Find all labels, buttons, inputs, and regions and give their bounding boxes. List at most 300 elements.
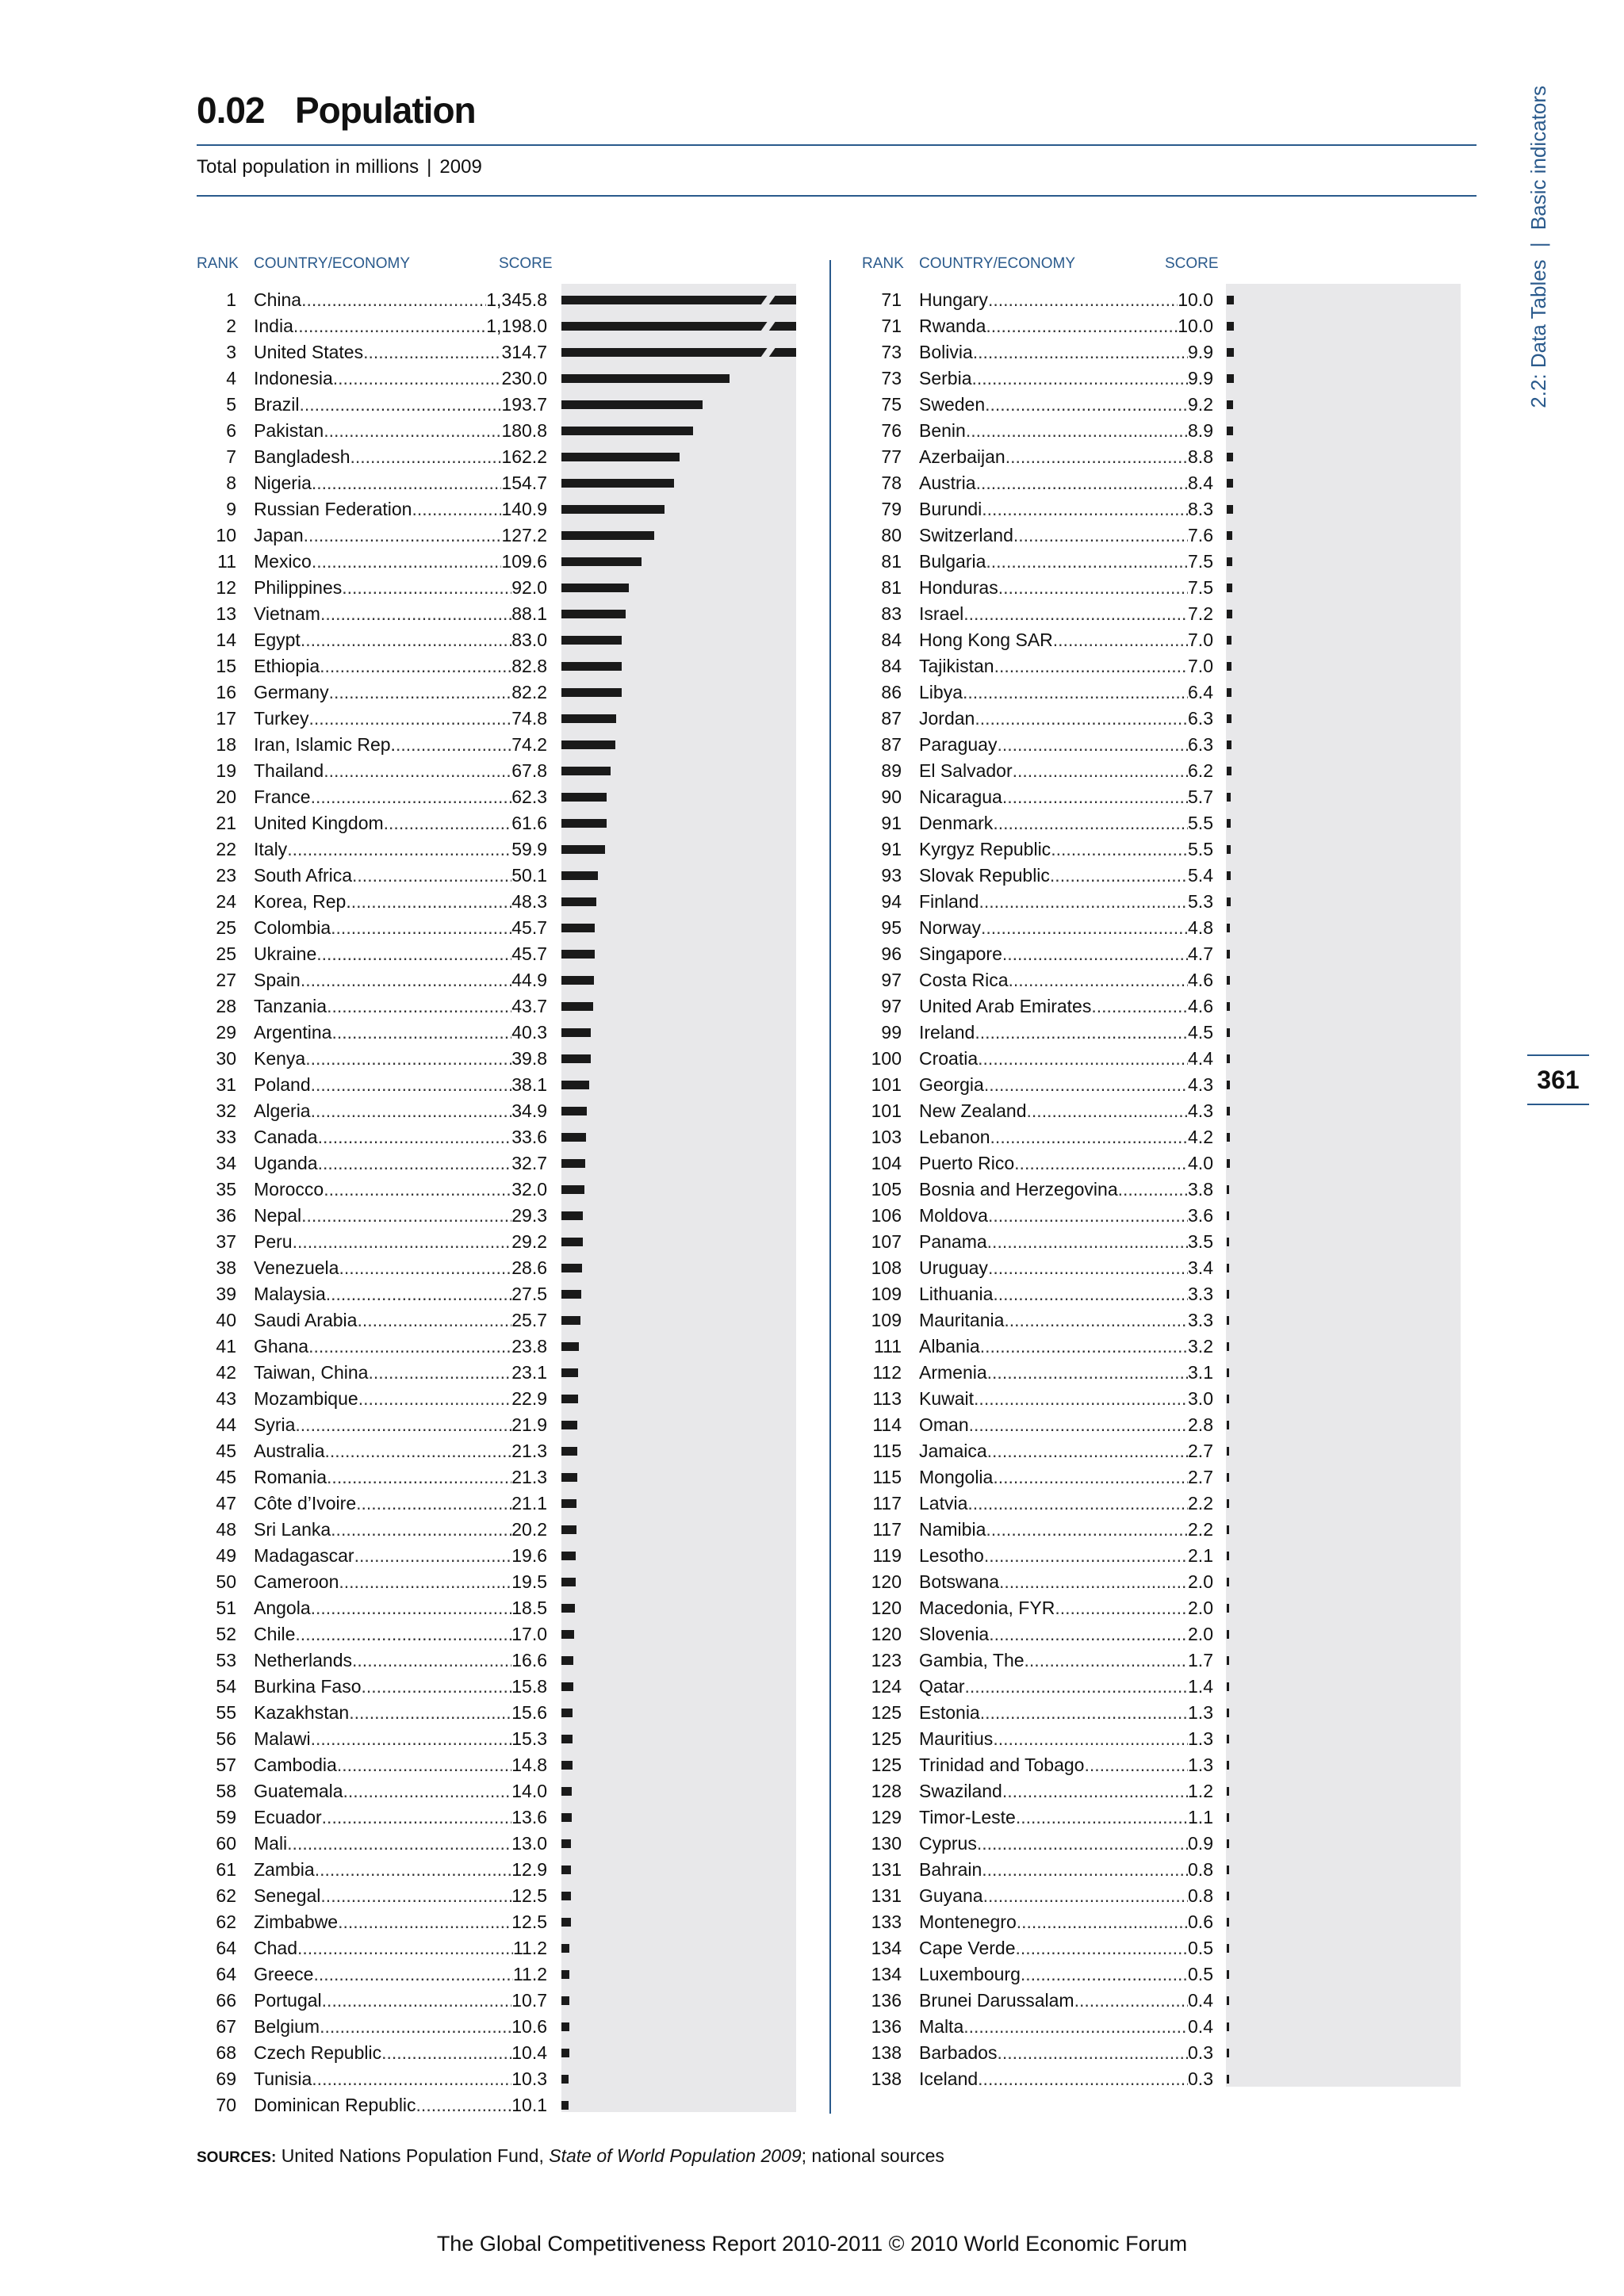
leader-dots [312,470,502,496]
leader-dots [308,706,511,732]
country-score [919,1464,1213,1490]
score-cell: 5.4 [1188,865,1213,886]
leader-dots [305,1046,511,1072]
country-score [919,2066,1213,2092]
score-cell: 38.1 [511,1074,547,1095]
rank-cell: 117 [872,1519,902,1540]
country-cell: Saudi Arabia [254,1310,358,1330]
score-cell: 2.0 [1188,1571,1213,1592]
page-number-top-rule [1527,1054,1589,1056]
rank-cell: 28 [216,996,236,1016]
country-score [919,1150,1213,1177]
country-cell: Pakistan [254,420,324,441]
rank-cell: 109 [871,1310,902,1330]
title-rule [197,144,1477,146]
score-bar [561,845,605,854]
country-score [919,836,1213,863]
rank-cell: 117 [872,1493,902,1513]
leader-dots [320,653,511,679]
leader-dots [349,1700,511,1726]
rank-cell: 80 [881,525,902,545]
country-cell: Benin [919,420,966,441]
score-cell: 9.9 [1188,368,1213,388]
leader-dots [977,1831,1188,1857]
subtitle-measure: Total population in millions [197,156,419,178]
score-cell: 4.0 [1188,1153,1213,1173]
country-cell: Czech Republic [254,2042,382,2063]
score-bar [1227,2049,1229,2057]
score-cell: 45.7 [511,943,547,964]
country-score [254,339,547,365]
score-cell: 1.3 [1188,1728,1213,1749]
rank-cell: 124 [871,1676,902,1697]
leader-dots [301,287,486,313]
rank-cell: 45 [216,1441,236,1461]
country-cell: Botswana [919,1571,1000,1592]
rank-cell: 10 [216,525,236,545]
country-cell: Denmark [919,813,994,833]
country-cell: Brazil [254,394,300,415]
rank-cell: 125 [871,1702,902,1723]
rank-cell: 19 [216,760,236,781]
country-cell: Kazakhstan [254,1702,350,1723]
country-cell: Mongolia [919,1467,994,1487]
country-cell: Japan [254,525,304,545]
country-score [254,1464,547,1490]
country-cell: Tunisia [254,2068,312,2089]
score-cell: 7.2 [1188,603,1213,624]
section-tab-label [1526,86,1551,434]
score-cell: 230.0 [501,368,547,388]
rank-cell: 93 [881,865,902,886]
score-bar [1227,897,1231,906]
country-cell: Namibia [919,1519,986,1540]
rank-cell: 57 [216,1755,236,1775]
score-bar [1227,505,1233,514]
rank-cell: 87 [881,708,902,729]
rank-cell: 61 [216,1859,236,1880]
rank-cell: 3 [226,342,236,362]
country-score [254,575,547,601]
rank-cell: 94 [881,891,902,912]
country-score [919,1778,1213,1804]
score-cell: 13.0 [511,1833,547,1854]
country-score [919,1020,1213,1046]
score-bar [561,1787,572,1796]
score-bar [1227,1290,1229,1299]
score-cell: 2.0 [1188,1598,1213,1618]
score-bar [1227,1813,1229,1822]
country-score [919,784,1213,810]
score-bar [561,1892,571,1900]
score-cell: 2.0 [1188,1624,1213,1644]
score-bar [561,1107,587,1115]
rank-cell: 30 [216,1048,236,1069]
score-cell: 0.3 [1188,2042,1213,2063]
country-score [254,810,547,836]
score-bar [561,1970,569,1979]
score-cell: 4.7 [1188,943,1213,964]
leader-dots [384,810,512,836]
score-bar [561,1525,576,1534]
score-cell: 83.0 [511,629,547,650]
score-cell: 21.1 [511,1493,547,1513]
country-score [919,1072,1213,1098]
score-bar [561,1368,578,1377]
score-bar [561,1211,583,1220]
rank-cell: 40 [216,1310,236,1330]
score-cell: 33.6 [511,1127,547,1147]
country-score [254,1988,547,2014]
country-cell: Mauritania [919,1310,1005,1330]
score-cell: 4.8 [1188,917,1213,938]
country-score [919,941,1213,967]
score-bar [1227,296,1234,304]
section-separator: | [1526,242,1550,248]
leader-dots [967,1490,1188,1517]
score-cell: 14.0 [511,1781,547,1801]
country-score [919,1726,1213,1752]
country-score [254,1386,547,1412]
score-cell: 21.3 [511,1441,547,1461]
country-score [254,1752,547,1778]
score-cell: 21.9 [511,1414,547,1435]
country-cell: Oman [919,1414,969,1435]
country-cell: Cameroon [254,1571,339,1592]
leader-dots [295,1621,511,1647]
score-bar [561,1761,573,1770]
country-cell: Romania [254,1467,327,1487]
score-bar [1227,1264,1229,1272]
country-score [919,287,1213,313]
country-cell: Gambia, The [919,1650,1025,1670]
page-footer: The Global Competitiveness Report 2010-2011 © 2010 World Economic Forum [436,2232,1188,2256]
rank-cell: 36 [216,1205,236,1226]
score-bar [1227,1682,1229,1691]
rank-cell: 138 [871,2042,902,2063]
country-cell: Malta [919,2016,964,2037]
leader-dots [1017,1909,1188,1935]
score-cell: 15.3 [511,1728,547,1749]
leader-dots [337,1752,511,1778]
score-bar [561,2049,569,2057]
score-bar [561,1552,576,1560]
rank-cell: 81 [881,577,902,598]
score-bar [561,1656,573,1665]
subtitle-separator: | [427,156,432,178]
score-bar [561,1447,577,1456]
country-score [919,653,1213,679]
country-cell: Burundi [919,499,982,519]
score-bar [561,1395,578,1403]
leader-dots [997,732,1188,758]
rank-cell: 97 [881,970,902,990]
country-score [919,1831,1213,1857]
leader-dots [980,1700,1188,1726]
leader-dots [963,601,1188,627]
leader-dots [350,444,502,470]
rank-cell: 120 [871,1624,902,1644]
leader-dots [358,1386,512,1412]
country-score [919,496,1213,522]
country-cell: Slovak Republic [919,865,1050,886]
score-cell: 92.0 [511,577,547,598]
country-cell: Bangladesh [254,446,350,467]
country-cell: Guyana [919,1885,983,1906]
leader-dots [331,1517,511,1543]
country-score [919,1935,1213,1961]
sources-text: United Nations Population Fund, [281,2145,544,2166]
country-cell: United Arab Emirates [919,996,1092,1016]
rank-cell: 45 [216,1467,236,1487]
table-number: 0.02 [197,90,265,131]
score-bar [561,1918,571,1927]
country-score [919,601,1213,627]
score-bar [561,1159,585,1168]
score-cell: 82.2 [511,682,547,702]
rank-cell: 66 [216,1990,236,2011]
country-cell: Bolivia [919,342,973,362]
leader-dots [986,1517,1188,1543]
score-cell: 9.9 [1188,342,1213,362]
country-score [919,1543,1213,1569]
score-cell: 62.3 [511,786,547,807]
leader-dots [311,784,512,810]
leader-dots [368,1360,511,1386]
leader-dots [304,522,502,549]
leader-dots [320,601,511,627]
country-score [254,1150,547,1177]
score-bar [1227,453,1233,461]
rank-cell: 62 [216,1911,236,1932]
score-bar [561,1028,591,1037]
score-cell: 2.2 [1188,1519,1213,1540]
country-score [254,2092,547,2118]
country-cell: Hungary [919,289,988,310]
score-cell: 3.2 [1188,1336,1213,1357]
rank-cell: 54 [216,1676,236,1697]
country-score [919,758,1213,784]
country-score [919,2040,1213,2066]
score-cell: 1.3 [1188,1702,1213,1723]
country-cell: Costa Rica [919,970,1009,990]
score-cell: 4.3 [1188,1100,1213,1121]
rank-cell: 131 [871,1885,902,1906]
score-cell: 2.1 [1188,1545,1213,1566]
country-score [254,1098,547,1124]
leader-dots [320,2014,511,2040]
score-bar [1227,1996,1229,2005]
country-score [919,522,1213,549]
score-bar [561,531,654,540]
score-cell: 193.7 [501,394,547,415]
country-score [919,1700,1213,1726]
score-cell: 3.0 [1188,1388,1213,1409]
score-bar [561,897,596,906]
country-score [919,1307,1213,1334]
rank-cell: 95 [881,917,902,938]
rank-cell: 38 [216,1257,236,1278]
country-cell: Malawi [254,1728,311,1749]
score-bar [1227,1211,1229,1220]
country-cell: Philippines [254,577,343,598]
score-bar [561,793,607,802]
country-score [919,1046,1213,1072]
rank-cell: 23 [216,865,236,886]
country-score [254,1621,547,1647]
score-cell: 0.5 [1188,1964,1213,1984]
leader-dots [1050,863,1188,889]
score-bar [1227,871,1231,880]
country-score [919,392,1213,418]
country-cell: Puerto Rico [919,1153,1015,1173]
leader-dots [322,1988,512,2014]
country-cell: Uruguay [919,1257,988,1278]
leader-dots [973,339,1188,365]
score-cell: 11.2 [512,1964,547,1984]
score-cell: 20.2 [511,1519,547,1540]
score-bar [1227,1107,1230,1115]
score-cell: 19.6 [511,1545,547,1566]
country-score [254,1334,547,1360]
rank-cell: 136 [871,1990,902,2011]
rank-cell: 58 [216,1781,236,1801]
score-cell: 0.8 [1188,1885,1213,1906]
country-score [254,1647,547,1674]
score-bar [561,1133,586,1142]
score-bar [1227,1368,1229,1377]
rank-cell: 64 [216,1964,236,1984]
country-cell: Latvia [919,1493,968,1513]
country-cell: Spain [254,970,301,990]
rank-cell: 20 [216,786,236,807]
rank-cell: 108 [871,1257,902,1278]
score-bar [1227,610,1232,618]
score-cell: 10.3 [511,2068,547,2089]
country-score [919,339,1213,365]
score-cell: 0.8 [1188,1859,1213,1880]
country-score [254,1569,547,1595]
score-cell: 0.3 [1188,2068,1213,2089]
country-cell: El Salvador [919,760,1013,781]
rank-cell: 25 [216,917,236,938]
score-cell: 162.2 [501,446,547,467]
rank-cell: 109 [871,1284,902,1304]
score-cell: 29.2 [511,1231,547,1252]
score-cell: 15.6 [511,1702,547,1723]
score-bar [1227,688,1231,697]
rank-cell: 120 [871,1571,902,1592]
score-cell: 11.2 [512,1938,547,1958]
country-cell: Germany [254,682,329,702]
country-cell: Bosnia and Herzegovina [919,1179,1118,1200]
score-cell: 22.9 [511,1388,547,1409]
rank-cell: 91 [881,839,902,859]
page-number-bottom-rule [1527,1104,1589,1105]
score-cell: 3.3 [1188,1284,1213,1304]
score-cell: 0.5 [1188,1938,1213,1958]
leader-dots [327,993,511,1020]
section-topic: Basic indicators [1526,86,1550,231]
table-title: Population [295,90,476,131]
rank-cell: 104 [871,1153,902,1173]
rank-cell: 8 [226,473,236,493]
country-cell: Panama [919,1231,987,1252]
country-score [254,1517,547,1543]
score-bar [561,1238,583,1246]
score-cell: 9.2 [1188,394,1213,415]
country-score [254,941,547,967]
country-cell: Slovenia [919,1624,990,1644]
country-score [254,1229,547,1255]
score-bar [1227,1316,1229,1325]
score-bar [1227,636,1231,645]
country-cell: Dominican Republic [254,2095,416,2115]
country-score [254,549,547,575]
leader-dots [978,2066,1188,2092]
leader-dots [994,653,1188,679]
score-cell: 7.0 [1188,656,1213,676]
rank-cell: 90 [881,786,902,807]
leader-dots [966,418,1188,444]
rank-cell: 55 [216,1702,236,1723]
leader-dots [331,915,511,941]
country-score [919,444,1213,470]
rank-cell: 52 [216,1624,236,1644]
leader-dots [301,1203,511,1229]
score-bar [1227,1604,1229,1613]
rank-cell: 62 [216,1885,236,1906]
rank-cell: 84 [881,629,902,650]
score-cell: 74.8 [511,708,547,729]
country-score [919,1438,1213,1464]
country-cell: Barbados [919,2042,998,2063]
rank-cell: 76 [881,420,902,441]
score-bar [1227,1395,1229,1403]
country-header: COUNTRY/ECONOMY [919,255,1076,272]
leader-dots [356,1490,511,1517]
score-cell: 13.6 [511,1807,547,1827]
country-score [254,287,547,313]
country-cell: China [254,289,302,310]
country-score [254,444,547,470]
rank-cell: 128 [871,1781,902,1801]
rank-cell: 60 [216,1833,236,1854]
country-score [254,1831,547,1857]
leader-dots [984,1072,1188,1098]
score-bar [1227,1133,1230,1142]
country-score [919,1883,1213,1909]
rank-cell: 48 [216,1519,236,1540]
score-cell: 23.8 [511,1336,547,1357]
score-bar [561,453,680,461]
score-bar [1227,1552,1229,1560]
score-cell: 21.3 [511,1467,547,1487]
rank-cell: 99 [881,1022,902,1043]
country-cell: Lebanon [919,1127,990,1147]
country-score [919,1674,1213,1700]
score-cell: 2.2 [1188,1493,1213,1513]
country-score [254,1909,547,1935]
score-cell: 7.5 [1188,577,1213,598]
country-cell: Finland [919,891,979,912]
leader-dots [312,2066,511,2092]
country-score [919,732,1213,758]
country-cell: Nigeria [254,473,312,493]
rank-cell: 69 [216,2068,236,2089]
leader-dots [315,1857,512,1883]
country-score [254,1307,547,1334]
